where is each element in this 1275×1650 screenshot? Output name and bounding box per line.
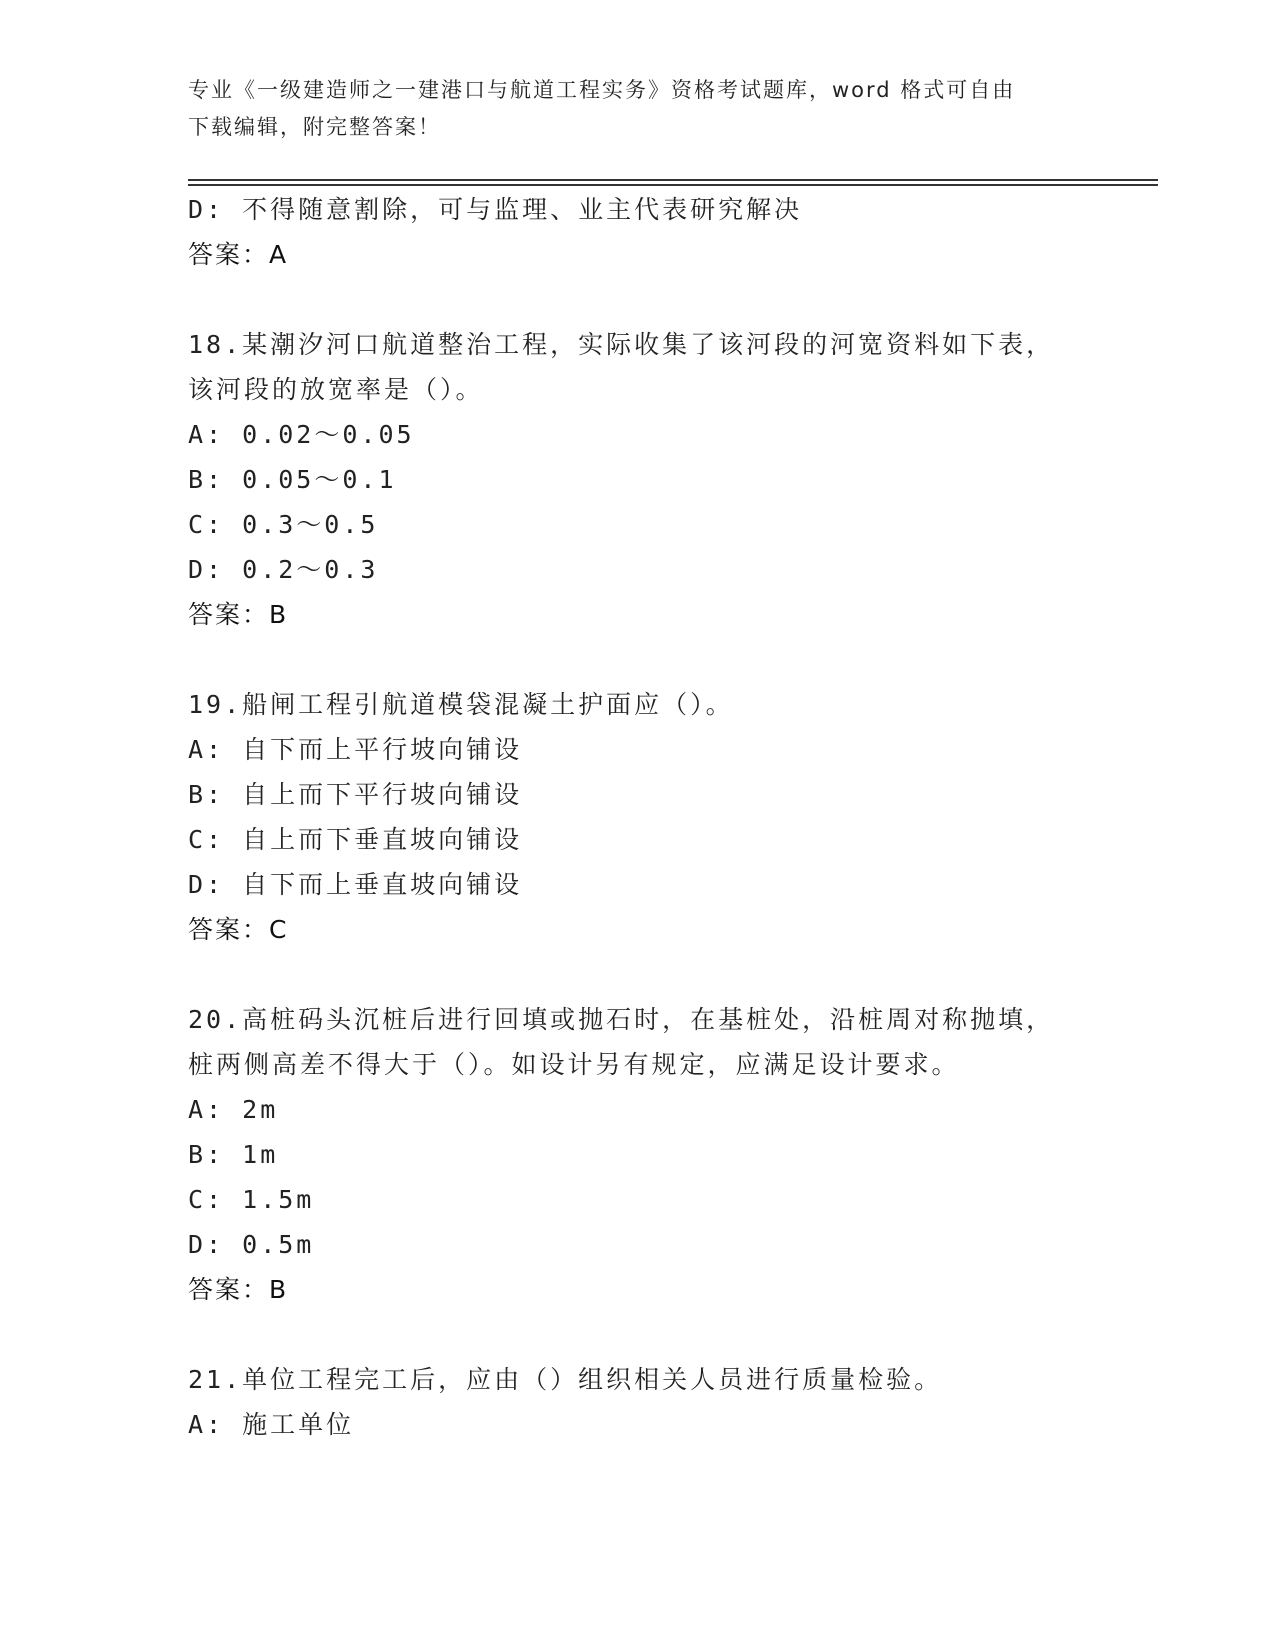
header-line-1: 专业《一级建造师之一建港口与航道工程实务》资格考试题库，word 格式可自由 [188,78,1016,102]
header-divider-bottom [188,184,1158,186]
q20-option-b: B: 1m [188,1140,279,1169]
q18-answer: 答案：B [188,600,289,629]
q18-option-c: C: 0.3～0.5 [188,510,379,539]
q20-option-c: C: 1.5m [188,1185,315,1214]
prev-answer: 答案：A [188,240,289,269]
q19-option-c: C: 自上而下垂直坡向铺设 [188,825,523,854]
q21-stem-line-1: 21.单位工程完工后，应由（）组织相关人员进行质量检验。 [188,1365,943,1394]
q19-option-a: A: 自下而上平行坡向铺设 [188,735,523,764]
q19-answer: 答案：C [188,915,289,944]
q20-answer: 答案：B [188,1275,289,1304]
q21-option-a: A: 施工单位 [188,1410,355,1439]
q18-option-b: B: 0.05～0.1 [188,465,397,494]
q19-stem-line-1: 19.船闸工程引航道模袋混凝土护面应（）。 [188,690,734,719]
q20-stem-line-2: 桩两侧高差不得大于（）。如设计另有规定，应满足设计要求。 [188,1050,960,1079]
header-line-2: 下载编辑，附完整答案！ [188,115,441,139]
q20-option-a: A: 2m [188,1095,279,1124]
document-header [188,72,1088,146]
q19-option-b: B: 自上而下平行坡向铺设 [188,780,523,809]
q18-stem-line-1: 18.某潮汐河口航道整治工程，实际收集了该河段的河宽资料如下表， [188,330,1055,359]
q20-stem-line-1: 20.高桩码头沉桩后进行回填或抛石时，在基桩处，沿桩周对称抛填， [188,1005,1055,1034]
prev-option-d: D: 不得随意割除，可与监理、业主代表研究解决 [188,195,803,224]
header-divider-top [188,179,1158,181]
q19-option-d: D: 自下而上垂直坡向铺设 [188,870,523,899]
q18-stem-line-2: 该河段的放宽率是（）。 [188,375,484,404]
q18-option-d: D: 0.2～0.3 [188,555,379,584]
q18-option-a: A: 0.02～0.05 [188,420,415,449]
q20-option-d: D: 0.5m [188,1230,315,1259]
